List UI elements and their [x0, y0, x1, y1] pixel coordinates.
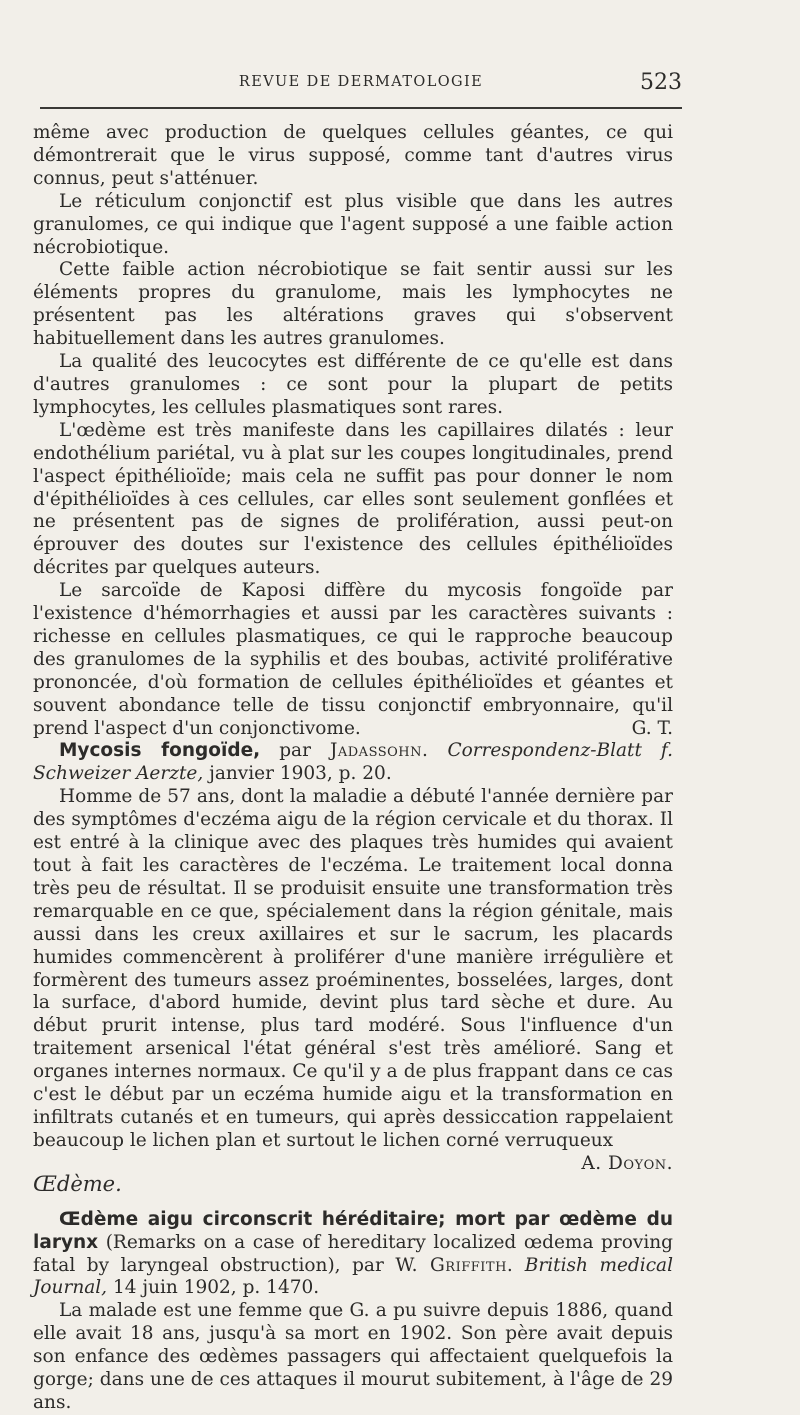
article-author: W. Griffith.	[395, 1254, 514, 1276]
section-heading: Œdème.	[33, 1171, 122, 1196]
paragraph: Le réticulum conjonctif est plus visible que dans les autres granulomes, ce qui indique que l'agent supposé a une faible action nécrobiotique.	[33, 190, 673, 258]
article-author: Jadassohn.	[329, 740, 429, 762]
author-signature: A. Doyon.	[581, 1152, 673, 1174]
article-title: Mycosis fongoïde,	[59, 740, 261, 762]
article-title: Œdème aigu circonscrit héréditaire; mort par œdème du larynx	[33, 1208, 673, 1253]
journal-name: British medical Journal,	[33, 1254, 674, 1299]
paragraph	[33, 580, 673, 740]
article-heading	[33, 740, 673, 786]
publication-date: janvier 1903, p. 20.	[203, 763, 392, 785]
journal-name: Correspondenz-Blatt f. Schweizer Aerzte,	[33, 740, 673, 785]
paragraph: même avec production de quelques cellules géantes, ce qui démontrerait que le virus supposé, comme tant d'autres virus connus, peut s'atténuer.	[33, 122, 673, 189]
paragraph: L'œdème est très manifeste dans les capillaires dilatés : leur endothélium pariétal, vu à plat sur les coupes longitudinales, prend l'aspect épithélioïde; mais cela ne suffit pas pour donner le nom d'épithélioïdes à ces cellules, car elles sont seulement gonflées et ne présentent pas de signes de prolifération, aussi peut-on éprouver des doutes sur l'existence des cellules épithélioïdes décrites par quelques auteurs.	[33, 419, 673, 579]
running-head: REVUE DE DERMATOLOGIE	[238, 74, 484, 90]
paragraph-text: Homme de 57 ans, dont la maladie a débuté l'année dernière par des symptômes d'eczéma aigu de la région cervicale et du thorax. Il est entré à la clinique avec des plaques très humides qui avaient tout à fait les caractères de l'eczéma. Le traitement local donna très peu de résultat. Il se produisit ensuite une transformation très remarquable en ce que, spécialement dans la région génitale, mais aussi dans les creux axillaires et sur le sacrum, les placards humides commencèrent à proliférer d'une manière irrégulière et formèrent des tumeurs assez proéminentes, bosselées, larges, dont la surface, d'abord humide, devint plus tard sèche et dure. Au début prurit intense, plus tard modéré. Sous l'influence d'un traitement arsenical l'état général s'est très amélioré. Sang et organes internes normaux. Ce qu'il y a de plus frappant dans ce cas c'est le début par un eczéma humide aigu et la transformation en infiltrats cutanés et en tumeurs, qui après dessiccation rappelaient beaucoup le lichen plan et surtout le lichen corné verruqueux	[33, 786, 673, 1151]
paragraph: La malade est une femme que G. a pu suivre depuis 1886, quand elle avait 18 ans, jusqu'à sa mort en 1902. Son père avait depuis son enfance des œdèmes passagers qui affectaient quelquefois la gorge; dans une de ces attaques il mourut subitement, à l'âge de 29 ans.	[33, 1300, 673, 1413]
article-heading	[33, 1209, 673, 1301]
header-rule	[40, 107, 682, 109]
author-signature: G. T.	[631, 717, 673, 739]
paragraph	[33, 786, 673, 1174]
paragraph-text: Le sarcoïde de Kaposi diffère du mycosis fongoïde par l'existence d'hémorrhagies et aussi par les caractères suivants : richesse en cellules plasmatiques, ce qui le rapproche beaucoup des granulomes de la syphilis et des boubas, activité proliférative prononcée, d'où formation de cellules épithélioïdes et géantes et souvent abondance telle de tissu conjonctif embryonnaire, qu'il prend l'aspect d'un conjonctivome.	[33, 580, 673, 739]
article-by: par	[260, 740, 330, 762]
publication-date: 14 juin 1902, p. 1470.	[107, 1277, 320, 1299]
page-number: 523	[640, 70, 682, 95]
page-header	[40, 70, 682, 100]
paragraph: Cette faible action nécrobiotique se fait sentir aussi sur les éléments propres du granulome, mais les lymphocytes ne présentent pas les altérations graves qui s'observent habituellement dans les autres granulomes.	[33, 259, 673, 350]
paragraph: La qualité des leucocytes est différente de ce qu'elle est dans d'autres granulomes : ce sont pour la plupart de petits lymphocytes, les cellules plasmatiques sont rares.	[33, 351, 673, 418]
article-subtitle: (Remarks on a case of hereditary localized œdema proving fatal by laryngeal obstruction), par	[33, 1231, 673, 1276]
article-text	[33, 122, 673, 1415]
